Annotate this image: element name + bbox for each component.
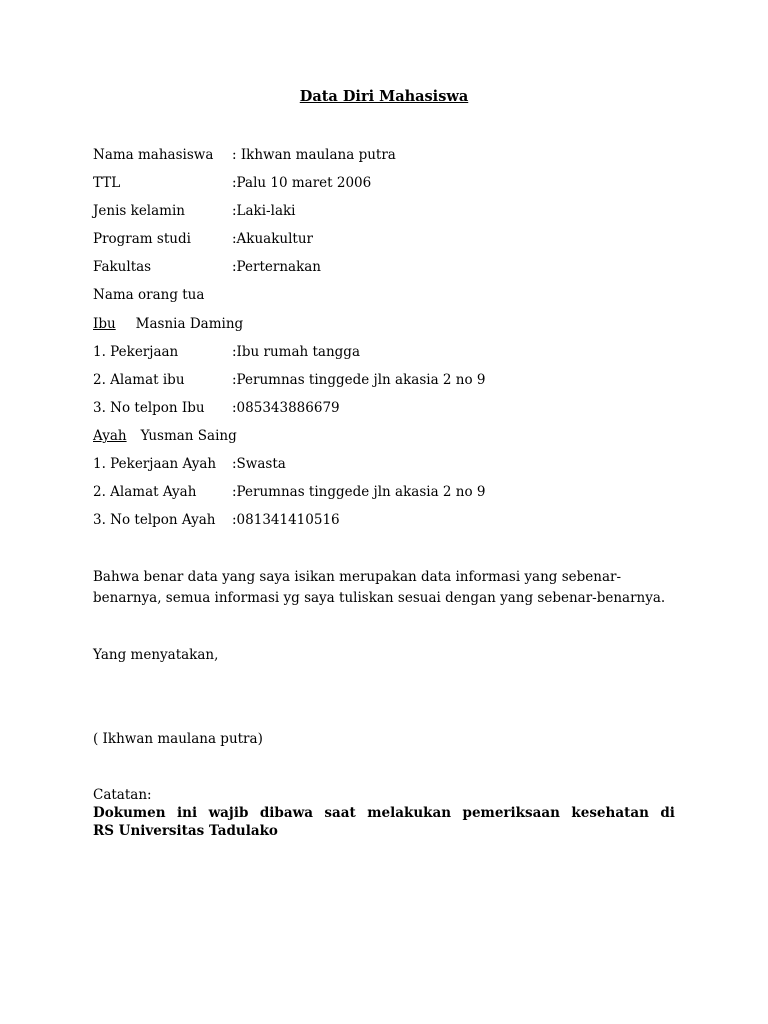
field-value: :Perternakan (232, 259, 322, 275)
field-label: Program studi (93, 231, 191, 247)
note-word: dibawa (259, 805, 313, 821)
field-value: :Laki-laki (232, 203, 296, 219)
field-value: :085343886679 (232, 400, 340, 416)
field-label: 3. No telpon Ibu (93, 400, 205, 416)
mother-label: Ibu (93, 316, 116, 332)
field-label: TTL (93, 175, 121, 191)
field-row-nama (93, 146, 396, 164)
parents-heading: Nama orang tua (93, 287, 205, 303)
field-label: 3. No telpon Ayah (93, 512, 216, 528)
field-value: :Perumnas tinggede jln akasia 2 no 9 (232, 484, 486, 500)
note-word: Dokumen (93, 805, 166, 821)
note-word: wajib (208, 805, 249, 821)
father-row-pekerjaan (93, 455, 286, 473)
field-value: :Ibu rumah tangga (232, 344, 360, 360)
mother-row-alamat (93, 371, 486, 389)
field-value: :081341410516 (232, 512, 340, 528)
father-label: Ayah (93, 428, 127, 444)
note-word: pemeriksaan (462, 805, 560, 821)
field-label: 1. Pekerjaan (93, 344, 179, 360)
note-line-1 (93, 804, 675, 822)
note-label: Catatan: (93, 787, 152, 803)
father-row-alamat (93, 483, 486, 501)
field-label: Nama mahasiswa (93, 147, 214, 163)
note-word: ini (177, 805, 198, 821)
field-label: 2. Alamat ibu (93, 372, 185, 388)
signature-name: ( Ikhwan maulana putra) (93, 731, 263, 747)
field-row-fakultas (93, 258, 321, 276)
note-word: di (660, 805, 675, 821)
field-value: :Akuakultur (232, 231, 313, 247)
field-value: :Swasta (232, 456, 286, 472)
closing-text: Yang menyatakan, (93, 647, 219, 663)
mother-header (93, 315, 243, 333)
note-word: saat (324, 805, 356, 821)
field-label: Fakultas (93, 259, 152, 275)
field-value: : Ikhwan maulana putra (232, 147, 396, 163)
father-name: Yusman Saing (140, 428, 237, 444)
field-row-ttl (93, 174, 371, 192)
field-row-program-studi (93, 230, 313, 248)
mother-row-telpon (93, 399, 340, 417)
note-word: melakukan (367, 805, 452, 821)
note-word: kesehatan (571, 805, 649, 821)
note-block (93, 786, 675, 840)
mother-name: Masnia Daming (135, 316, 244, 332)
statement-paragraph: Bahwa benar data yang saya isikan merupakan data informasi yang sebenar-benarnya, semua informasi yg saya tuliskan sesuai dengan yang sebenar-benarnya. (93, 569, 666, 606)
note-line-2: RS Universitas Tadulako (93, 823, 278, 839)
field-value: :Perumnas tinggede jln akasia 2 no 9 (232, 372, 486, 388)
mother-row-pekerjaan (93, 343, 360, 361)
field-label: 2. Alamat Ayah (93, 484, 197, 500)
page-title: Data Diri Mahasiswa (299, 88, 469, 105)
field-label: Jenis kelamin (93, 203, 185, 219)
field-row-jenis-kelamin (93, 202, 296, 220)
field-label: 1. Pekerjaan Ayah (93, 456, 217, 472)
father-header (93, 427, 237, 445)
father-row-telpon (93, 511, 340, 529)
field-value: :Palu 10 maret 2006 (232, 175, 372, 191)
